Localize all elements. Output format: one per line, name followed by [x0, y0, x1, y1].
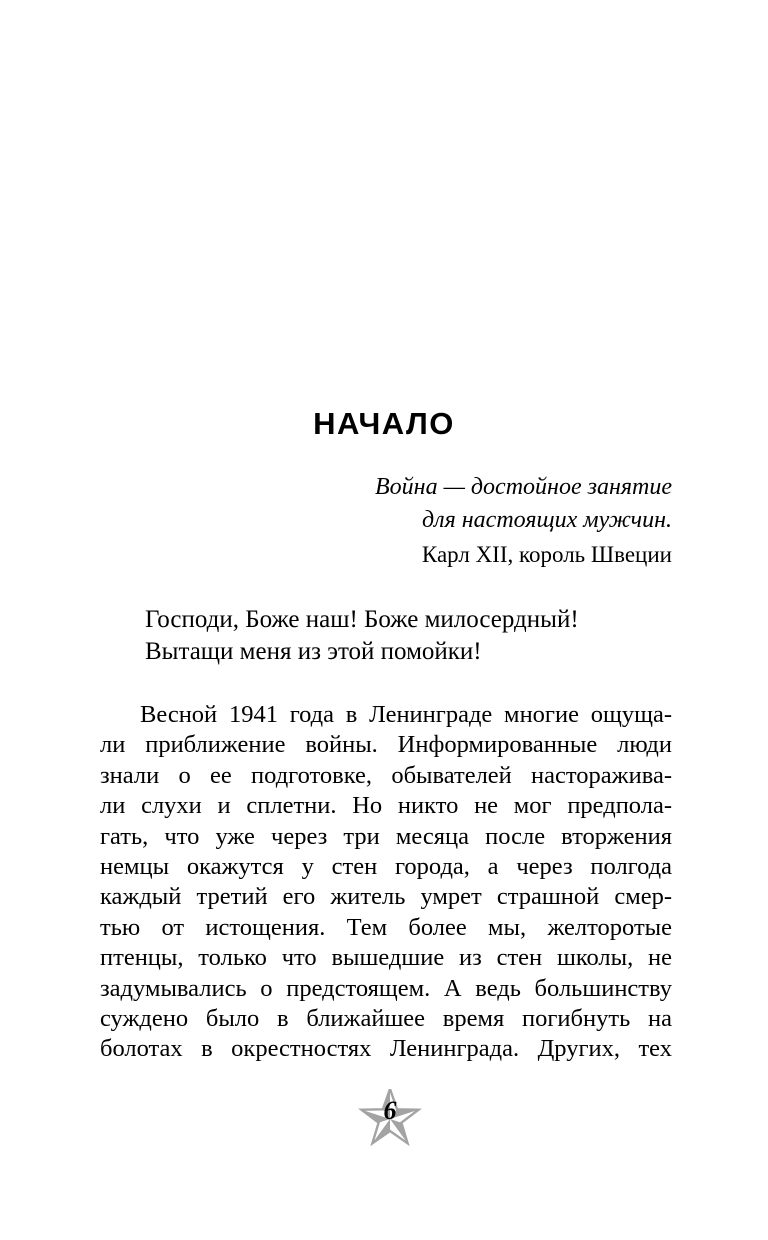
page-number: 6 — [383, 1096, 397, 1125]
epigraph-line: Война — достойное занятие — [375, 474, 672, 500]
body-line: ли приближение войны. Информированные люди — [100, 731, 672, 759]
chapter-title: НАЧАЛО — [313, 406, 455, 441]
body-line: ли слухи и сплетни. Но никто не мог предпола- — [100, 792, 672, 820]
body-line: гать, что уже через три месяца после вторжения — [100, 822, 672, 850]
epigraph-attribution: Карл XII, король Швеции — [421, 542, 672, 567]
body-line: болотах в окрестностях Ленинграда. Других, тех — [100, 1035, 672, 1063]
invocation-line: Вытащи меня из этой помойки! — [145, 637, 482, 665]
body-line: знали о ее подготовке, обывателей насторажива- — [100, 761, 672, 789]
body-line: каждый третий его житель умрет страшной смер- — [100, 883, 672, 911]
body-line: Весной 1941 года в Ленинграде многие ощуща- — [140, 701, 672, 728]
body-line: суждено было в ближайшее время погибнуть на — [100, 1005, 672, 1033]
invocation-line: Господи, Боже наш! Боже милосердный! — [145, 606, 579, 633]
body-line: задумывались о предстоящем. А ведь большинству — [100, 974, 672, 1002]
epigraph — [375, 471, 672, 570]
body-line: немцы окажутся у стен города, а через полгода — [100, 853, 672, 881]
invocation-quote — [145, 604, 579, 667]
epigraph-line: для настоящих мужчин. — [422, 507, 672, 533]
body-paragraph — [100, 700, 672, 1065]
body-line: птенцы, только что вышедшие из стен школы, не — [100, 944, 672, 972]
body-line: тью от истощения. Тем более мы, желторотые — [100, 913, 672, 941]
